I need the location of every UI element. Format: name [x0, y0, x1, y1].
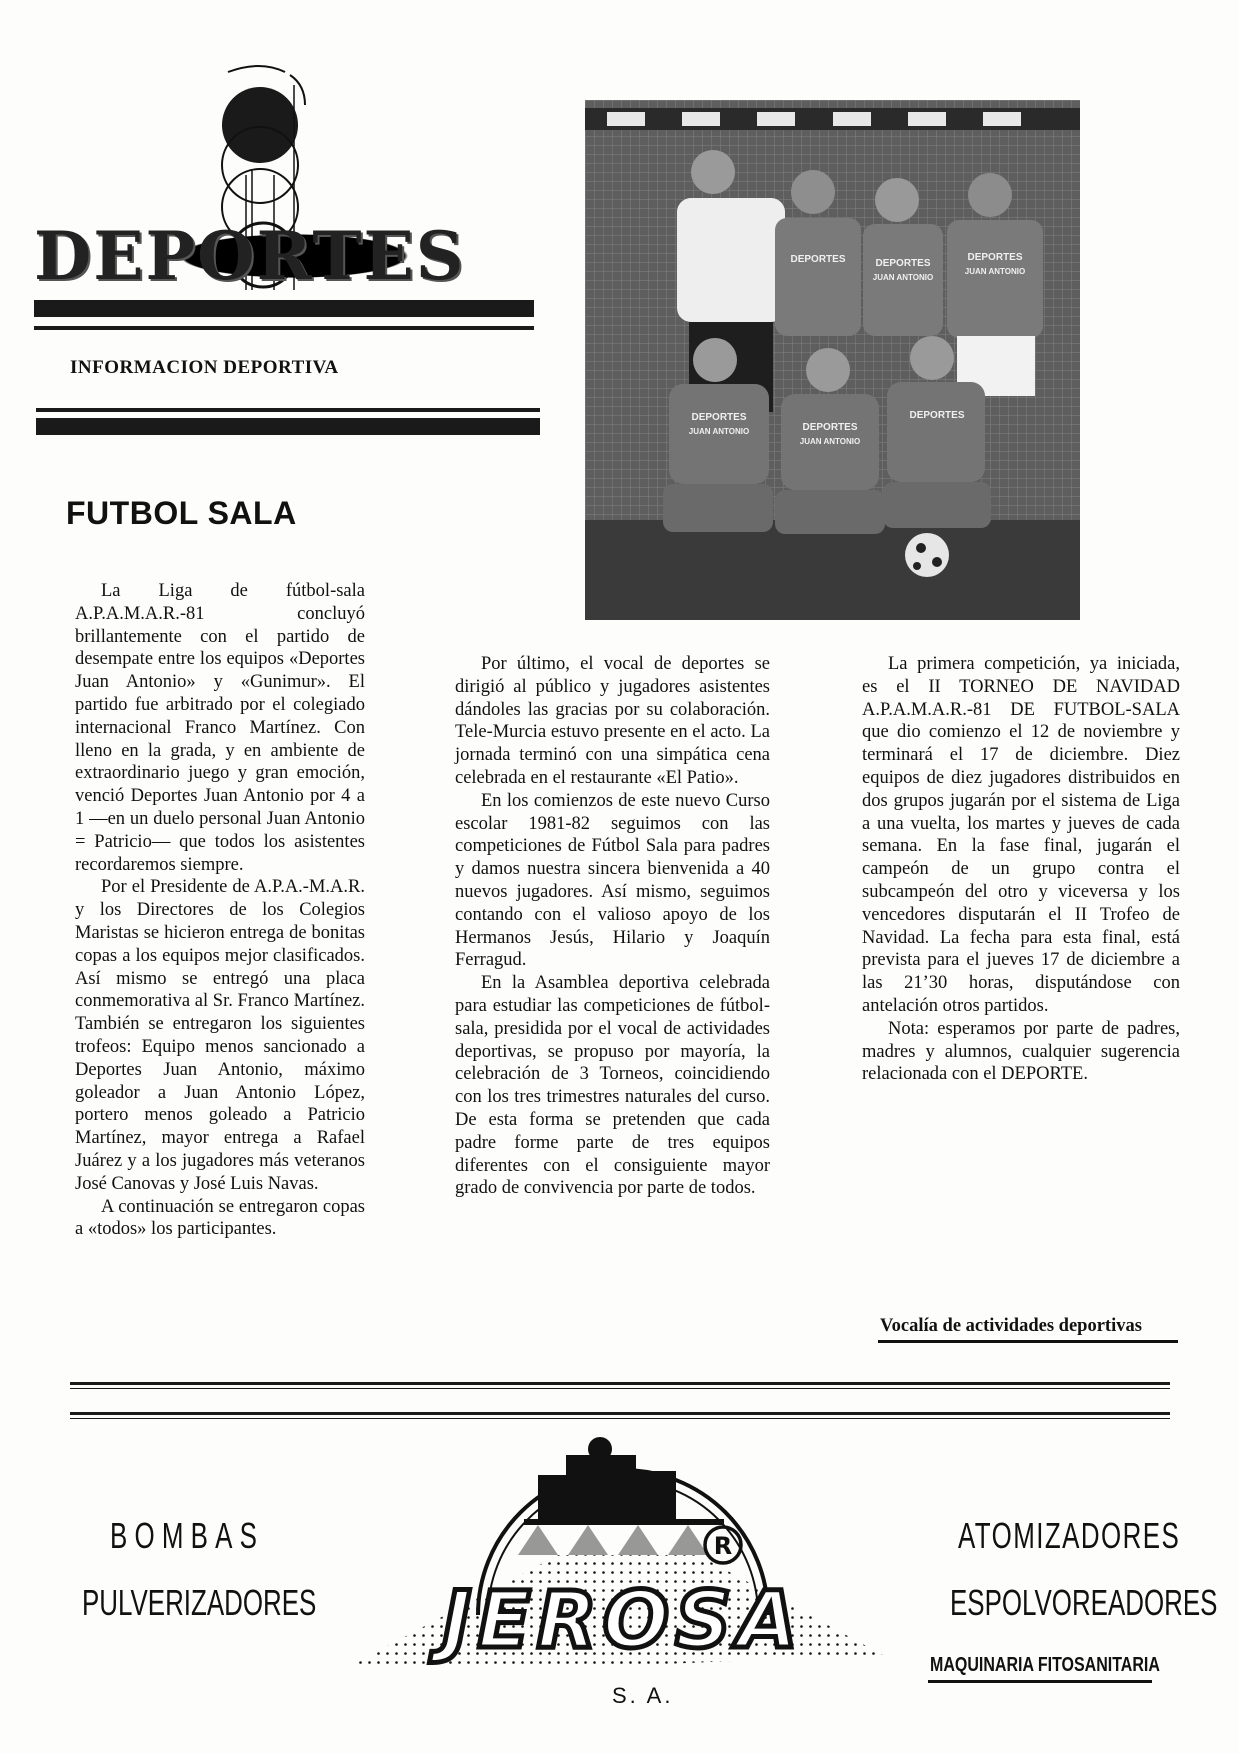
- ad-tagline-underline: [928, 1680, 1152, 1683]
- paragraph: En los comienzos de este nuevo Curso escolar 1981-82 seguimos con las competiciones de Fútbol Sala para padres y damos nuestra sincera bienvenida a 40 nuevos jugadores. Así mismo, seguimos contando con el valioso apoyo de los Hermanos Jesús, Hilario y Joaquín Ferragud.: [455, 790, 770, 971]
- divider-thick: [36, 418, 540, 435]
- registered-mark-icon: [705, 1527, 741, 1563]
- jersey-text: DEPORTES: [875, 258, 931, 269]
- article-signature: Vocalía de actividades deportivas: [880, 1316, 1142, 1336]
- tractor-sprayer-icon: [518, 1437, 724, 1555]
- company-suffix: S. A.: [612, 1683, 674, 1708]
- signature-underline: [878, 1340, 1178, 1343]
- jersey-text: JUAN ANTONIO: [688, 427, 750, 436]
- jersey-text: JUAN ANTONIO: [799, 437, 861, 446]
- jersey-text: DEPORTES: [790, 254, 846, 265]
- article-title: FUTBOL SALA: [66, 495, 297, 531]
- paragraph: Nota: esperamos por parte de padres, madres y alumnos, cualquier sugerencia relacionada con el DEPORTE.: [862, 1018, 1180, 1085]
- article-column-1: [75, 580, 365, 1241]
- ad-item-espolvoreadores: ESPOLVOREADORES: [950, 1582, 1218, 1623]
- svg-text:R: R: [713, 1532, 733, 1560]
- article-column-2: [455, 653, 770, 1200]
- paragraph: En la Asamblea deportiva celebrada para estudiar las competiciones de fútbol-sala, presidida por el vocal de actividades deportivas, se propuso por mayoría, la celebración de 3 Torneos, coincidiendo con los tres trimestres naturales del curso. De esta forma se pretenden que cada padre forme parte de tres equipos diferentes con el consiguiente mayor grado de convivencia por parte de todos.: [455, 973, 770, 1199]
- team-photo: [585, 100, 1080, 620]
- paragraph: A continuación se entregaron copas a «todos» los participantes.: [75, 1196, 365, 1240]
- jersey-text: DEPORTES: [691, 412, 747, 423]
- jersey-text: DEPORTES: [909, 410, 965, 421]
- paragraph: La Liga de fútbol-sala A.P.A.M.A.R.-81 concluyó brillantemente con el partido de desempate entre los equipos «Deportes Juan Antonio» y «Gunimur». El partido fue arbitrado por el colegiado internacional Franco Martínez. Con lleno en la grada, y en ambiente de extraordinario juego y gran emoción, venció Deportes Juan Antonio por 4 a 1 —en un duelo personal Juan Antonio = Patricio— que todos los asistentes recordaremos siempre.: [75, 581, 365, 875]
- jersey-text: JUAN ANTONIO: [964, 267, 1026, 276]
- ad-item-atomizadores: ATOMIZADORES: [958, 1515, 1181, 1556]
- ad-item-pulverizadores: PULVERIZADORES: [82, 1582, 317, 1623]
- ad-item-bombas: BOMBAS: [110, 1515, 265, 1556]
- masthead-title: DEPORTES: [34, 206, 554, 306]
- paragraph: La primera competición, ya iniciada, es el II TORNEO DE NAVIDAD A.P.A.M.A.R.-81 DE FUTBOL-SALA que dio comienzo el 12 de noviembre y terminará el 17 de diciembre. Diez equipos de diez jugadores distribuidos en dos grupos jugarán por el sistema de Liga a una vuelta, los martes y jueves de cada semana. En la fase final, jugarán el campeón de un grupo contra el subcampeón del otro y viceversa y los vencedores disputarán el II Trofeo de Navidad. La fecha para esta final, está prevista para el jueves 17 de diciembre a las 21’30 horas, disputándose con antelación otros partidos.: [862, 654, 1180, 1016]
- jersey-text: DEPORTES: [967, 252, 1023, 263]
- paragraph: Por el Presidente de A.P.A.-M.A.R. y los Directores de los Colegios Maristas se hicieron entrega de bonitas copas a los equipos mejor clasificados. Así mismo se entregó una placa conmemorativa al Sr. Franco Martínez. También se entregaron los siguientes trofeos: Equipo menos sancionado a Deportes Juan Antonio, máximo goleador a Juan Antonio López, portero menos goleado a Patricio Martínez, mayor entrega a Rafael Juárez y a los jugadores más veteranos José Canovas y José Luis Navas.: [75, 877, 365, 1194]
- football-icon: [905, 533, 949, 577]
- article-column-3: [862, 653, 1180, 1086]
- jersey-text: JUAN ANTONIO: [872, 273, 934, 282]
- masthead-stripe-thin: [34, 326, 534, 330]
- divider-thin: [36, 408, 540, 412]
- ad-tagline: MAQUINARIA FITOSANITARIA: [930, 1654, 1160, 1676]
- ad-border-top-2: [70, 1388, 1170, 1389]
- brand-name: JEROSA: [442, 1576, 804, 1666]
- team-photo-illustration: [585, 100, 1080, 620]
- jersey-text: DEPORTES: [802, 422, 858, 433]
- jerosa-logo: [338, 1415, 908, 1695]
- section-subtitle: INFORMACION DEPORTIVA: [70, 357, 339, 378]
- ad-border-top-1: [70, 1382, 1170, 1385]
- paragraph: Por último, el vocal de deportes se dirigió al público y jugadores asistentes dándoles las gracias por su colaboración. Tele-Murcia estuvo presente en el acto. La jornada terminó con una simpática cena celebrada en el restaurante «El Patio».: [455, 654, 770, 788]
